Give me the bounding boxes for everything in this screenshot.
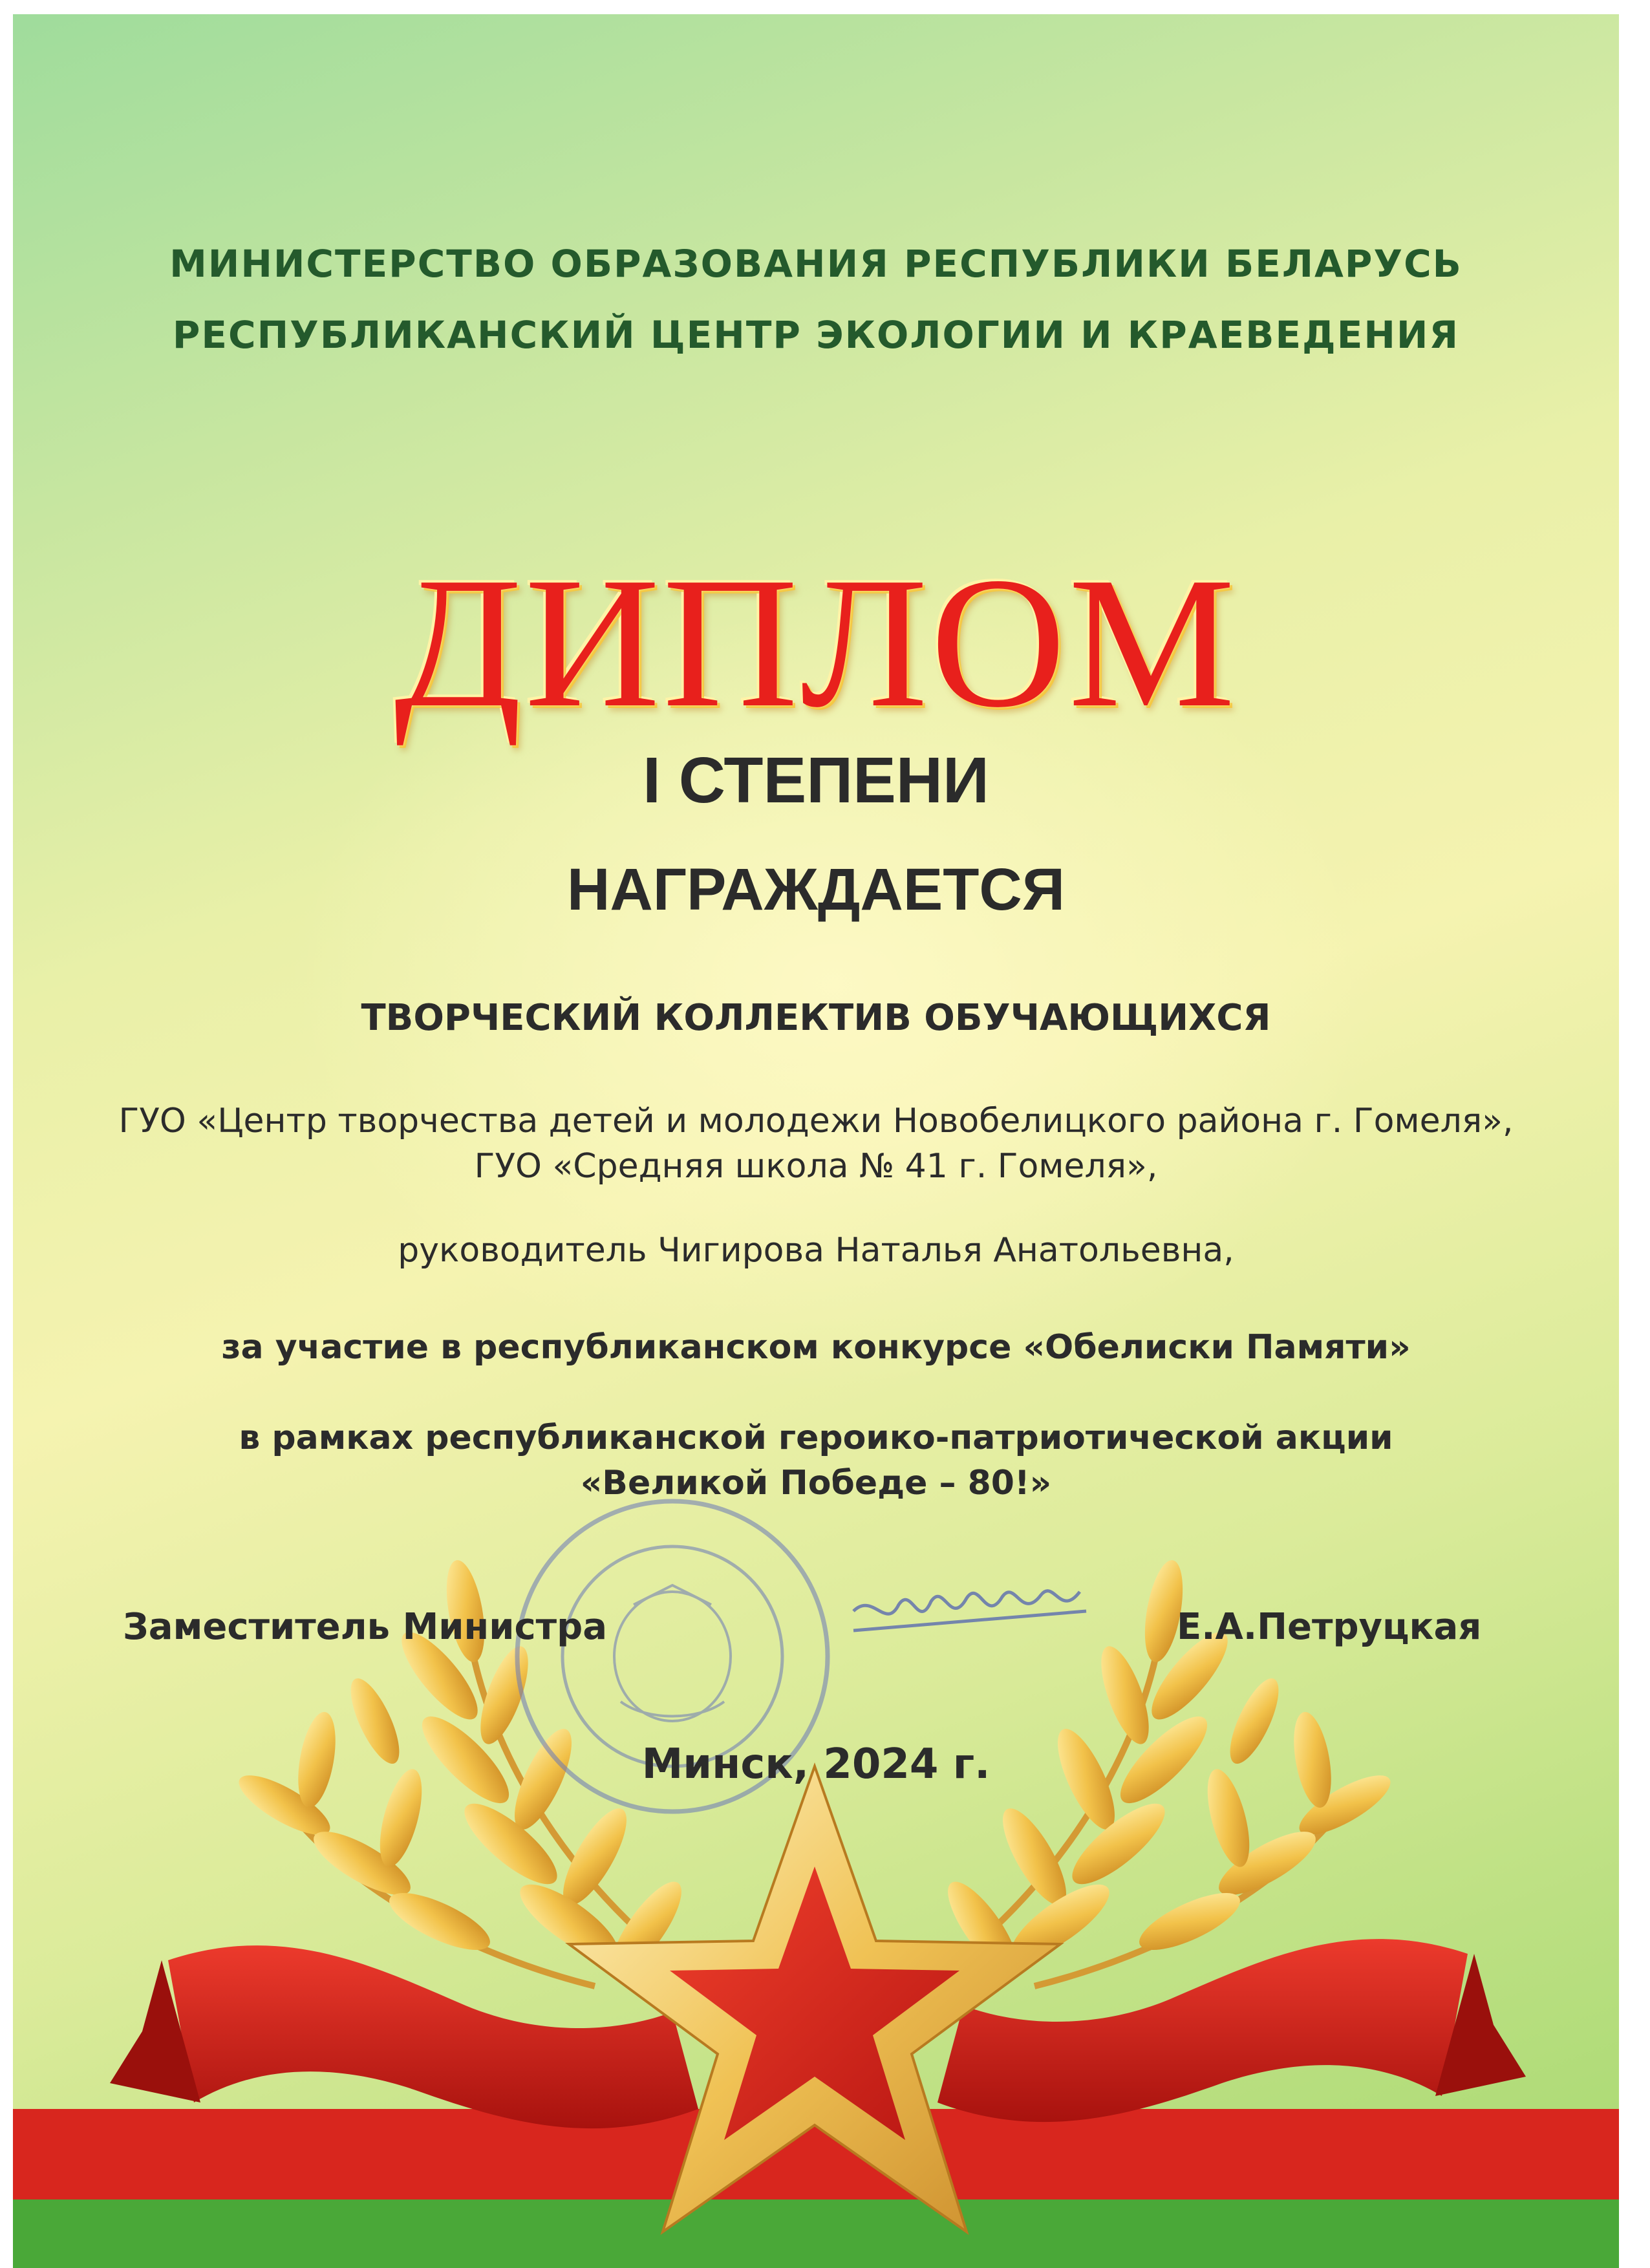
signatory-name: Е.А.Петруцкая: [1177, 1606, 1482, 1648]
degree-label: I СТЕПЕНИ: [643, 744, 989, 817]
context-line-1: в рамках республиканской героико-патриотической акции: [239, 1418, 1393, 1457]
recipient-name: ТВОРЧЕСКИЙ КОЛЛЕКТИВ ОБУЧАЮЩИХСЯ: [361, 997, 1271, 1039]
signatory-position: Заместитель Министра: [123, 1606, 607, 1648]
leader-line: руководитель Чигирова Наталья Анатольевна,: [398, 1231, 1234, 1270]
ministry-header: МИНИСТЕРСТВО ОБРАЗОВАНИЯ РЕСПУБЛИКИ БЕЛАРУСЬ: [169, 242, 1462, 286]
context-line-2: «Великой Победе – 80!»: [580, 1464, 1052, 1503]
green-stripe: [13, 2199, 1619, 2268]
awarded-label: НАГРАЖДАЕТСЯ: [566, 857, 1065, 923]
place-date: Минск, 2024 г.: [641, 1740, 991, 1788]
reason-line: за участие в республиканском конкурсе «Обелиски Памяти»: [221, 1328, 1411, 1367]
diploma-title: ДИПЛОМ: [394, 539, 1238, 746]
institution-line-1: ГУО «Центр творчества детей и молодежи Новобелицкого района г. Гомеля»,: [118, 1102, 1514, 1140]
center-header: РЕСПУБЛИКАНСКИЙ ЦЕНТР ЭКОЛОГИИ И КРАЕВЕДЕНИЯ: [172, 313, 1460, 357]
diploma-sheet: [13, 14, 1619, 2268]
institution-line-2: ГУО «Средняя школа № 41 г. Гомеля»,: [474, 1147, 1158, 1186]
signature-mark: [853, 1591, 1086, 1631]
